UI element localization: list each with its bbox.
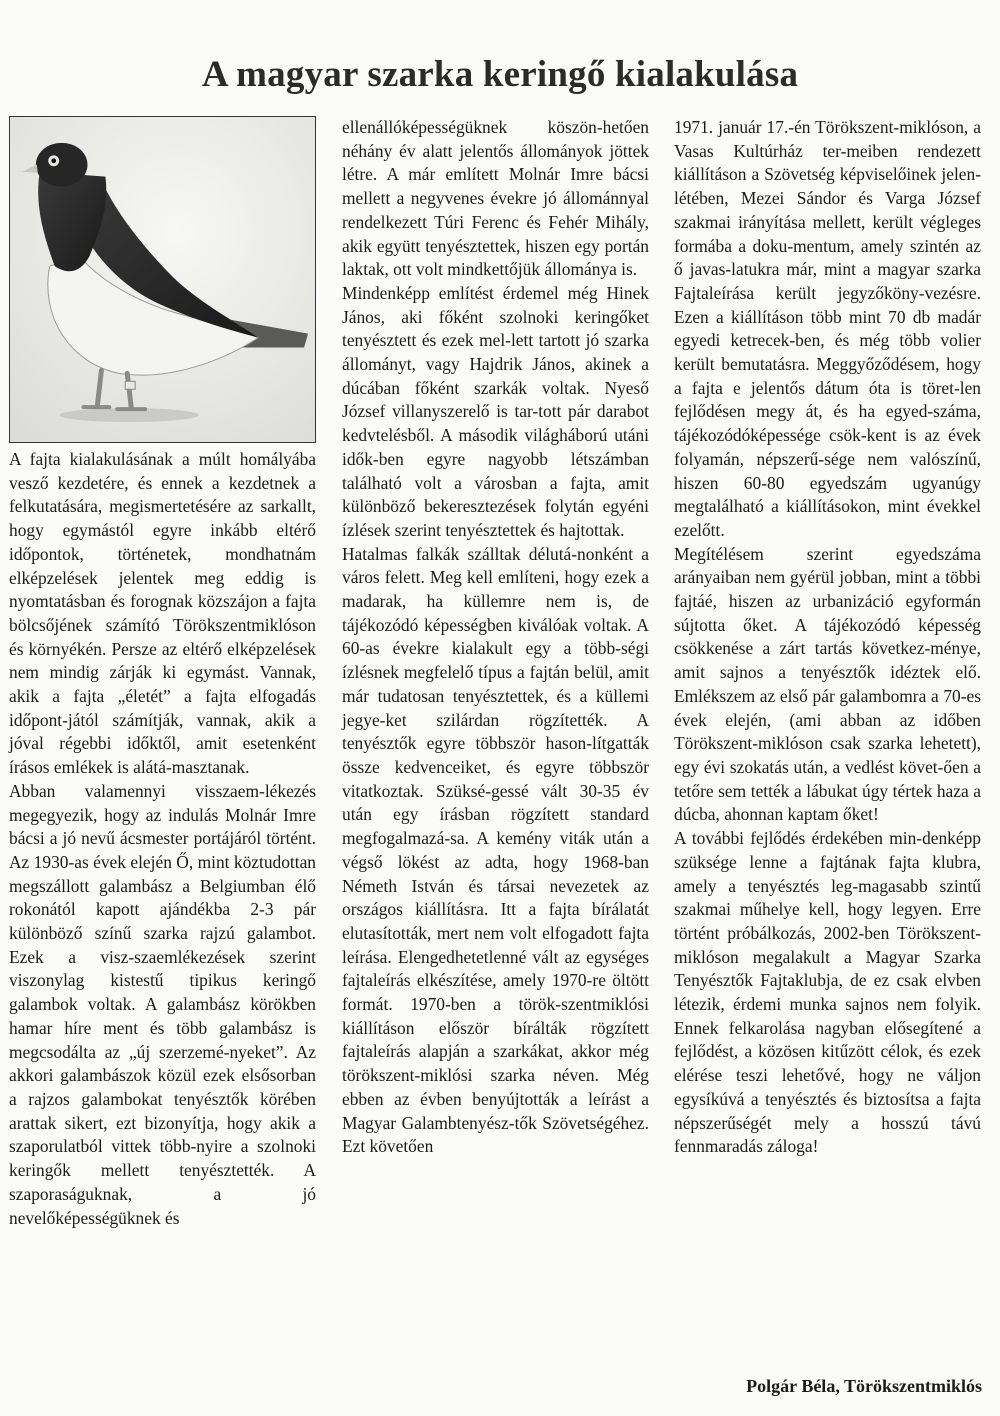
paragraph: Mindenképp említést érdemel még Hinek János, aki főként szolnoki keringőket tenyésztett és ezek mel-lett tartott jó szarka állományt, vagy Hajdrik János, akinek a dúcában főként szarkák voltak. Nyeső József villanyszerelő is tar-tott pár darabot kedvtelésből. A második világháború utáni idők-ben egyre nagyobb létszámban található volt a városban a fajta, amit különböző bekeresztezések folytán egyéni ízlések szerint tenyésztettek és hajtottak.: [342, 282, 649, 540]
paragraph: ellenállóképességüknek köszön-hetően néhány év alatt jelentős állományok jöttek létre. A már említett Molnár Imre bácsi mellett a negyvenes évekre jó állománnyal rendelkezett Túri Ferenc és Fehér Mihály, akik együtt tenyésztettek, hiszen egy portán laktak, ott volt mindkettőjük állománya is.: [342, 117, 649, 280]
article-column-2: [342, 116, 649, 1159]
paragraph: Hatalmas falkák szálltak délutá-nonként a város felett. Meg kell említeni, hogy ezek a madarak, ha küllemre nem is, de tájékozódó képességben kiválóak voltak. A 60-as évekre kialakult egy a több-ségi ízlésnek megfelelő típus a fajtán belül, amit már tudatosan tenyésztettek, és a küllemi jegye-ket szilárdan rögzítették. A tenyésztők egyre többször hason-lítgatták össze kedvenceiket, és egyre többször vitatkoztak. Szüksé-gessé vált 30-35 év után egy írásban rögzített standard megfogalmazá-sa. A kemény viták után a végső lökést az adta, hogy 1968-ban Németh István és társai nevezetek az országos kiállításra. Itt a fajta bírálatát elutasították, mert nem volt elfogadott fajta leírása. Elengedhetetlenné vált az egységes fajtaleírás elkészítése, amely 1970-re öltött formát. 1970-ben a török-szentmiklósi kiállításon először bírálták rögzített fajtaleírás alapján a szarkákat, akkor még törökszent-miklósi szarka néven. Még ebben az évben benyújtották a leírást a Magyar Galambtenyész-tők Szövetségéhez. Ezt követően: [342, 543, 649, 1157]
paragraph: 1971. január 17.-én Törökszent-miklóson, a Vasas Kultúrház ter-meiben rendezett kiállításon a Szövetség képviselőinek jelen-létében, Mezei Sándor és Varga József szakmai irányítása mellett, került végleges formába a doku-mentum, amely szintén az ő javas-latukra már, mint a magyar szarka Fajtaleírása került jegyzőköny-vezésre. Ezen a kiállításon több mint 70 db madár egyedi ketrecek-ben, és még több volier került bemutatásra. Meggyőződésem, hogy a fajta e jelentős dátum óta is töret-len fejlődésen megy át, és ha egyed-száma, tájékozódóképessége csök-kent is az évek folyamán, népszerű-sége nem valószínű, hiszen 60-80 egyedszám ugyanúgy megtalálható a kiállításokon, mint évekkel ezelőtt.: [674, 117, 981, 540]
page-title: A magyar szarka keringő kialakulása: [201, 53, 799, 95]
article-column-1: [9, 448, 316, 1230]
author-signature: Polgár Béla, Törökszentmiklós: [746, 1376, 982, 1396]
article-column-3: [674, 116, 981, 1159]
pigeon-photo: [9, 116, 316, 443]
paragraph: Abban valamennyi visszaem-lékezés megegyezik, hogy az indulás Molnár Imre bácsi a jó nevű ácsmester portájáról történt. Az 1930-as évek elején Ő, mint köztudottan megszállott galambász a Belgiumban élő rokonától kapott ajándékba 2-3 pár különböző színű szarka rajzú galambot. Ezek a visz-szaemlékezések szerint viszonylag kistestű tipikus keringő galambok voltak. A galambász körökben hamar híre ment és több galambász is megcsodálta az „új szerzemé-nyeket”. Az akkori galambászok közül ezek elsősorban a rajzos galambokat tenyésztők körében arattak sikert, ezt bizonyítja, hogy akik a szaporulatból vittek több-nyire a szolnoki keringők mellett tenyésztették. A szaporaságuknak, a jó nevelőképességüknek és: [9, 780, 316, 1228]
paragraph: A további fejlődés érdekében min-denképp szüksége lenne a fajtának fajta klubra, amely a tenyésztés leg-magasabb szintű szakmai műhelye kell, hogy legyen. Erre történt próbálkozás, 2002-ben Törökszent-miklóson megalakult a Magyar Szarka Tenyésztők Fajtaklubja, de ez csak elvben létezik, érdemi munka sajnos nem folyik. Ennek felkarolása nagyban elősegítené a fejlődést, a közösen kitűzött célok, és ezek elérése teszi lehetővé, hogy ne váljon egysíkúvá a tenyésztés és biztosítsa a fajta népszerűségét mely a hosszú távú fennmaradás záloga!: [674, 828, 981, 1157]
paragraph: A fajta kialakulásának a múlt homályába vesző kezdetére, és ennek a kezdetnek a felkutatására, megismertetésére az sarkallt, hogy egymástól egyre inkább eltérő időpontok, történetek, mondhatnám elképzelések jelentek meg eddig is nyomtatásban és forognak közszájon a fajta bölcsőjének számító Törökszentmiklóson és környékén. Persze az eltérő elképzelések nem mindig zárják ki egymást. Vannak, akik a fajta „életét” a fajta elfogadás időpont-jától számítják, vannak, akik a jóval régebbi időktől, amit esetenként írásos emlékek is alátá-masztanak.: [9, 449, 316, 778]
paragraph: Megítélésem szerint egyedszáma arányaiban nem gyérül jobban, mint a többi fajtáé, hiszen az urbanizáció egyformán sújtotta őket. A tájékozódó képesség csökkenése a zárt tartás következ-ménye, amit sajnos a tenyésztők idéztek elő. Emlékszem az első pár galambomra a 70-es évek elején, (ami abban az időben Törökszent-miklóson csak szarka lehetett), egy évi szokatás után, a vedlést követ-ően a tetőre sem tették a lábukat úgy tértek haza a dúcba, ahonnan kaptam őket!: [674, 543, 981, 825]
pigeon-illustration: [10, 117, 315, 442]
